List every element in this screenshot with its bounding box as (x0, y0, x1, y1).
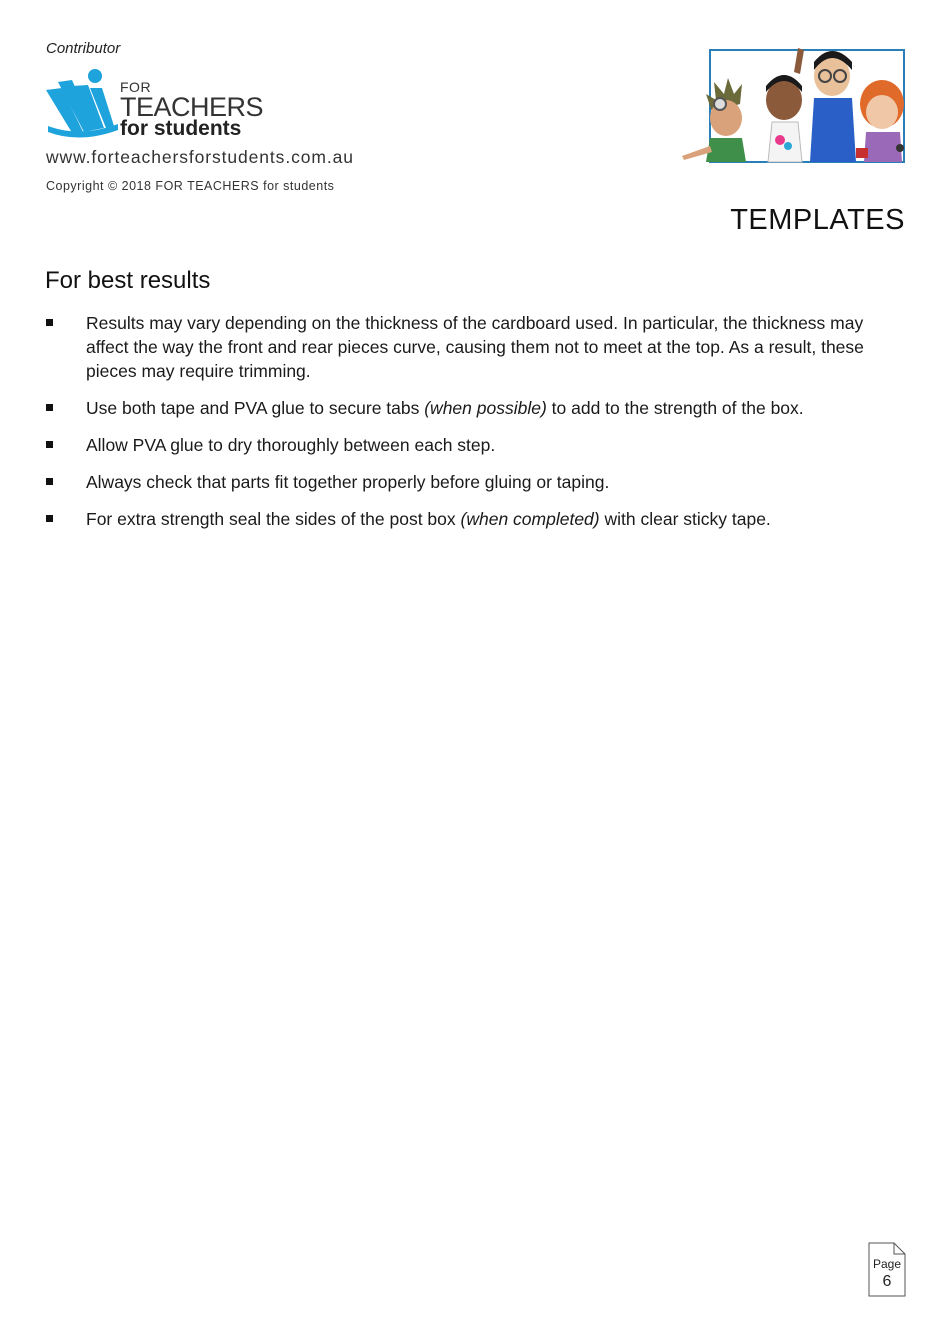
website-url: www.forteachersforstudents.com.au (46, 147, 354, 167)
list-item (45, 470, 905, 494)
page-label: Page (872, 1257, 902, 1271)
cartoon-characters-illustration (676, 42, 930, 168)
list-item (45, 311, 905, 383)
list-item-emphasis: (when possible) (424, 398, 547, 418)
logo-line-for: FOR (120, 79, 152, 95)
for-teachers-logo (44, 68, 284, 140)
list-item-emphasis: (when completed) (460, 509, 600, 529)
page-indicator (868, 1242, 906, 1297)
copyright-notice: Copyright © 2018 FOR TEACHERS for students (46, 179, 335, 193)
square-bullet-icon (46, 478, 53, 485)
list-item-text: to add to the strength of the box. (546, 398, 804, 418)
list-item-text: For extra strength seal the sides of the post box (86, 509, 461, 529)
list-item-text: Use both tape and PVA glue to secure tabs (86, 398, 425, 418)
logo-line-teachers: TEACHERS (120, 92, 264, 122)
section-heading: For best results (45, 267, 211, 294)
contributor-label: Contributor (46, 40, 121, 57)
page-number: 6 (882, 1273, 892, 1290)
square-bullet-icon (46, 515, 53, 522)
list-item (45, 507, 905, 531)
logo-mark-icon (44, 68, 120, 140)
square-bullet-icon (46, 441, 53, 448)
list-item (45, 396, 905, 420)
list-item-text: Always check that parts fit together properly before gluing or taping. (86, 472, 610, 492)
best-results-list (45, 311, 905, 544)
list-item-text: with clear sticky tape. (599, 509, 771, 529)
document-title: TEMPLATES (730, 204, 905, 236)
square-bullet-icon (46, 319, 53, 326)
list-item (45, 433, 905, 457)
logo-line-students: for students (120, 117, 242, 140)
square-bullet-icon (46, 404, 53, 411)
list-item-text: Results may vary depending on the thickness of the cardboard used. In particular, the thickness may affect the way the front and rear pieces curve, causing them not to meet at the top. As a result, these pieces may require trimming. (86, 313, 864, 381)
list-item-text: Allow PVA glue to dry thoroughly between each step. (86, 435, 496, 455)
